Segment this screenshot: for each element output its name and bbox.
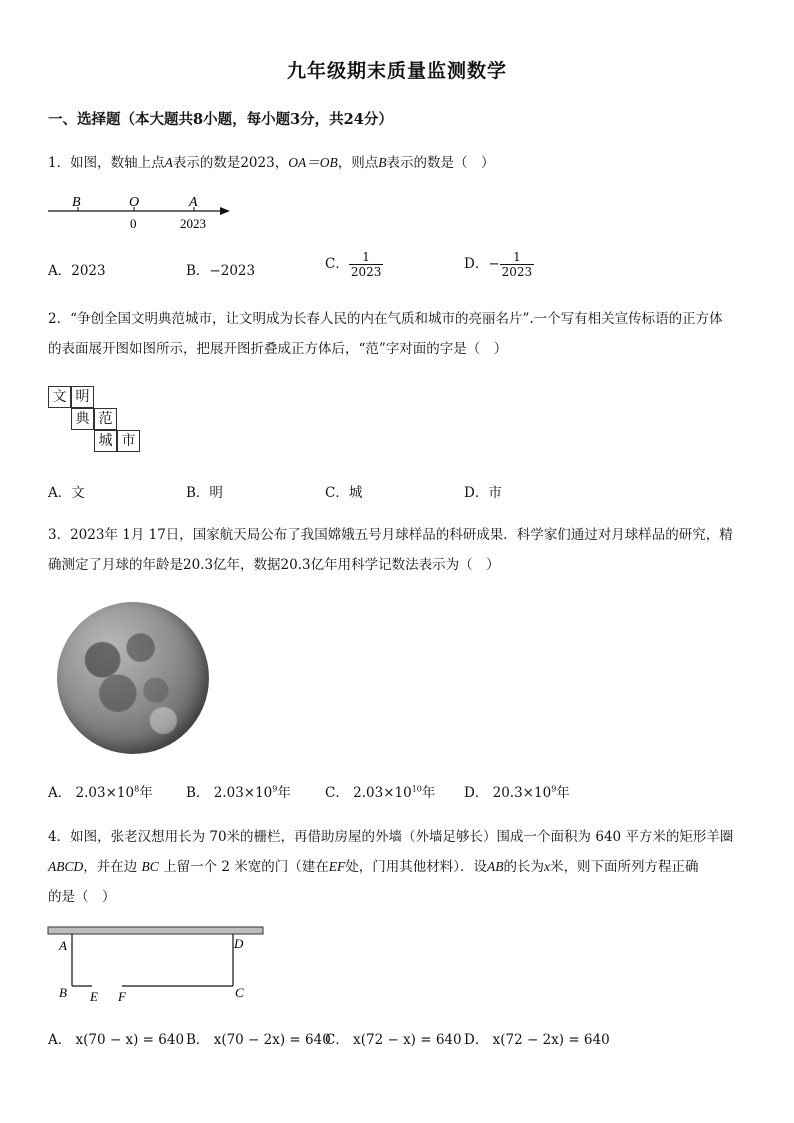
arrow-head bbox=[220, 207, 230, 215]
q3-option-b[interactable]: B． $2.03\times 10^9$年 bbox=[186, 784, 291, 801]
q1-option-a[interactable]: A．2023 bbox=[48, 263, 106, 279]
question-4-line-2: ABCD，并在边 BC 上留一个 2 米宽的门（建在EF处，门用其他材料）．设AB的长为x米，则下面所列方程正确 bbox=[48, 859, 699, 875]
section-heading: 一、选择题（本大题共8小题，每小题3分，共24分） bbox=[48, 111, 393, 128]
question-4-line-1: 4．如图，张老汉想用长为 70米的栅栏，再借助房屋的外墙（外墙足够长）围成一个面积为 640 平方米的矩形羊圈 bbox=[48, 829, 734, 845]
question-2-line-1: 2．“争创全国文明典范城市，让文明成为长春人民的内在气质和城市的亮丽名片”.一个写有相关宣传标语的正方体 bbox=[48, 311, 723, 327]
point-a-label: A bbox=[189, 195, 198, 210]
fraction: $\frac{1}{2023}$ bbox=[350, 250, 382, 279]
net-cell: 典 bbox=[71, 408, 94, 430]
net-cell: 城 bbox=[94, 430, 117, 452]
q2-option-b[interactable]: B．明 bbox=[186, 485, 223, 501]
net-cell: 市 bbox=[117, 430, 140, 452]
q3-option-c[interactable]: C． $2.03\times 10^{10}$年 bbox=[325, 784, 436, 801]
zero-label: 0 bbox=[130, 216, 137, 231]
q2-option-a[interactable]: A．文 bbox=[48, 485, 85, 501]
net-cell: 范 bbox=[94, 408, 117, 430]
question-3-line-1: 3．2023年 1月 17日，国家航天局公布了我国嫦娥五号月球样品的科研成果．科学家们通过对月球样品的研究，精 bbox=[48, 527, 733, 543]
house-wall bbox=[48, 927, 263, 934]
question-3-line-2: 确测定了月球的年龄是20.3亿年，数据20.3亿年用科学记数法表示为（ ） bbox=[48, 557, 500, 573]
number-line-figure bbox=[44, 190, 244, 240]
point-f: F bbox=[118, 989, 126, 1004]
q1-option-d[interactable]: D．− $\frac{1}{2023}$ bbox=[464, 250, 533, 279]
question-2-line-2: 的表面展开图如图所示，把展开图折叠成正方体后，“范”字对面的字是（ ） bbox=[48, 341, 508, 357]
q1-option-c[interactable]: C． $\frac{1}{2023}$ bbox=[325, 250, 382, 279]
net-cell: 明 bbox=[71, 386, 94, 408]
question-1-stem: 1．如图，数轴上点A表示的数是2023，OA＝OB，则点B表示的数是（ ） bbox=[48, 155, 495, 171]
q4-option-a[interactable]: A． x(70 − x) = 640 bbox=[48, 1032, 185, 1048]
pen-diagram bbox=[44, 922, 274, 1008]
q3-option-a[interactable]: A． $2.03\times 10^8$年 bbox=[48, 784, 153, 801]
q2-option-d[interactable]: D．市 bbox=[464, 485, 502, 501]
point-e: E bbox=[90, 989, 98, 1004]
vertex-b: B bbox=[59, 985, 67, 1000]
cube-net-figure bbox=[48, 386, 148, 456]
q4-option-c[interactable]: C． x(72 − x) = 640 bbox=[325, 1032, 462, 1048]
q2-option-c[interactable]: C．城 bbox=[325, 485, 363, 501]
point-b-label: B bbox=[72, 195, 81, 210]
q4-option-b[interactable]: B． x(70 − 2x) = 640 bbox=[186, 1032, 331, 1048]
point-o-label: O bbox=[129, 195, 140, 210]
net-cell: 文 bbox=[48, 386, 71, 408]
question-4-line-3: 的是（ ） bbox=[48, 889, 116, 905]
page-title: 九年级期末质量监测数学 bbox=[286, 60, 507, 82]
q3-option-d[interactable]: D． $20.3\times 10^9$年 bbox=[464, 784, 570, 801]
vertex-d: D bbox=[234, 936, 244, 951]
vertex-c: C bbox=[235, 985, 244, 1000]
vertex-a: A bbox=[59, 938, 67, 953]
q4-option-d[interactable]: D． x(72 − 2x) = 640 bbox=[464, 1032, 610, 1048]
moon-image bbox=[57, 602, 209, 754]
value-label: 2023 bbox=[180, 216, 206, 231]
fraction: $\frac{1}{2023}$ bbox=[501, 250, 533, 279]
q1-option-b[interactable]: B．−2023 bbox=[186, 263, 256, 279]
